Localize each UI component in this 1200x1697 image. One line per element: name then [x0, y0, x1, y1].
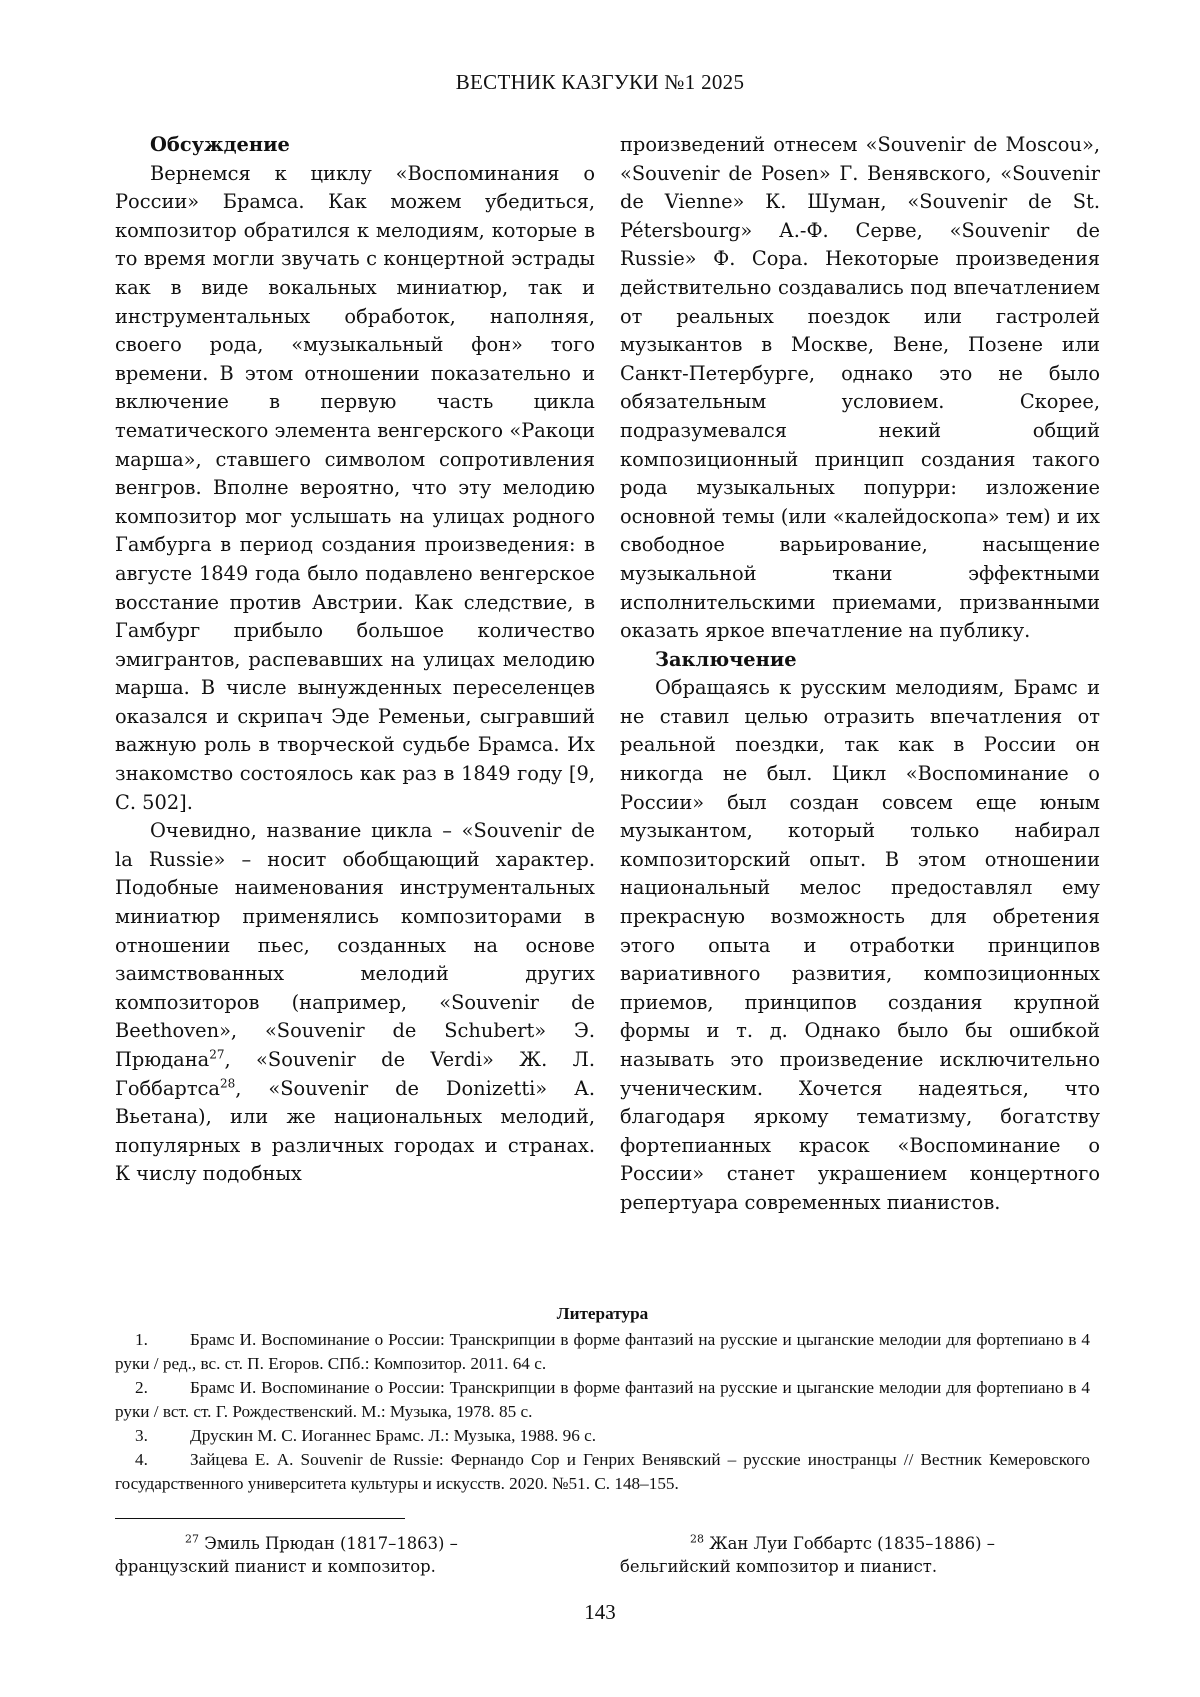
- paragraph-conclusion: Обращаясь к русским мелодиям, Брамс и не ставил целью отразить впечатления от реальной поездки, так как в России он никогда не был. Цикл «Воспоминание о России» был создан совсем еще юным музыкантом, который только набирал композиторский опыт. В этом отношении национальный мелос предоставлял ему прекрасную возможность для обретения этого опыта и отработки принципов вариативного развития, композиционных приемов, принципов создания крупной формы и т. д. Однако было бы ошибкой называть это произведение исключительно ученическим. Хочется надеяться, что благодаря яркому тематизму, богатству фортепианных красок «Воспоминание о России» станет украшением концертного репертуара современных пианистов.: [620, 676, 1100, 1214]
- footnote-text: Жан Луи Гоббартс (1835–1886) –: [704, 1534, 995, 1553]
- footnote-mark: 27: [185, 1532, 199, 1546]
- footnote-line: [620, 1532, 1100, 1555]
- reference-item: [115, 1424, 1090, 1448]
- footnote-line: [115, 1532, 595, 1555]
- text-run: Очевидно, название цикла – «Souvenir de la Russie» – носит обобщающий характер. Подобные наименования инструментальных миниатюр применялись композиторами в отношении пьес, созданных на основе заимствованных мелодий других композиторов (например, «Souvenir de Beethoven», «Souvenir de Schubert» Э. Прюдана: [115, 819, 595, 1071]
- footnote-text: Эмиль Прюдан (1817–1863) –: [199, 1534, 458, 1553]
- footnote-mark: 28: [690, 1532, 704, 1546]
- footnote-28: [620, 1532, 1100, 1578]
- paragraph-discussion-continued: произведений отнесем «Souvenir de Moscou», «Souvenir de Posen» Г. Венявского, «Souvenir de Vienne» К. Шуман, «Souvenir de St. Pétersbourg» А.-Ф. Серве, «Souvenir de Russie» Ф. Сора. Некоторые произведения действительно создавались под впечатлением от реальных поездок или гастролей музыкантов в Москве, Вене, Позене или Санкт-Петербурге, однако это не было обязательным условием. Скорее, подразумевался некий общий композиционный принцип создания такого рода музыкальных попурри: изложение основной темы (или «калейдоскопа» тем) и их свободное варьирование, насыщение музыкальной ткани эффектными исполнительскими приемами, призванными оказать яркое впечатление на публику.: [620, 133, 1100, 643]
- footnote-ref-27[interactable]: 27: [209, 1047, 225, 1062]
- left-column: [115, 131, 595, 1189]
- footnote-line: бельгийский композитор и пианист.: [620, 1557, 938, 1576]
- reference-number: 3.: [135, 1426, 148, 1445]
- reference-item: [115, 1448, 1090, 1496]
- page-number: 143: [584, 1600, 616, 1624]
- reference-item: [115, 1376, 1090, 1424]
- reference-number: 2.: [135, 1378, 148, 1397]
- section-heading-conclusion: Заключение: [655, 647, 797, 671]
- reference-number: 4.: [135, 1450, 148, 1469]
- references-title: Литература: [556, 1304, 649, 1323]
- references-section: [115, 1302, 1090, 1496]
- right-column: [620, 131, 1100, 1218]
- reference-item: [115, 1328, 1090, 1376]
- reference-number: 1.: [135, 1330, 148, 1349]
- journal-header: ВЕСТНИК КАЗГУКИ №1 2025: [455, 70, 745, 94]
- paragraph-discussion-2: [115, 817, 595, 1189]
- reference-text: Друскин М. С. Иоганнес Брамс. Л.: Музыка, 1988. 96 с.: [190, 1426, 597, 1445]
- footnote-line: французский пианист и композитор.: [115, 1557, 436, 1576]
- paragraph-discussion-1: Вернемся к циклу «Воспоминания о России» Брамса. Как можем убедиться, композитор обратился к мелодиям, которые в то время могли звучать с концертной эстрады как в виде вокальных миниатюр, так и инструментальных обработок, наполняя, своего рода, «музыкальный фон» того времени. В этом отношении показательно и включение в первую часть цикла тематического элемента венгерского «Ракоци марша», ставшего символом сопротивления венгров. Вполне вероятно, что эту мелодию композитор мог услышать на улицах родного Гамбурга в период создания произведения: в августе 1849 года было подавлено венгерское восстание против Австрии. Как следствие, в Гамбург прибыло большое количество эмигрантов, распевавших на улицах мелодию марша. В числе вынужденных переселенцев оказался и скрипач Эде Ременьи, сыгравший важную роль в творческой судьбе Брамса. Их знакомство состоялось как раз в 1849 году [9, С. 502].: [115, 161, 595, 814]
- reference-text: Брамс И. Воспоминание о России: Транскрипции в форме фантазий на русские и цыганские мелодии для фортепиано в 4 руки / вст. ст. Г. Рождественский. М.: Музыка, 1978. 85 с.: [115, 1378, 1090, 1421]
- reference-text: Брамс И. Воспоминание о России: Транскрипции в форме фантазий на русские и цыганские мелодии для фортепиано в 4 руки / ред., вс. ст. П. Егоров. СПб.: Композитор. 2011. 64 с.: [115, 1330, 1090, 1373]
- text-run: , «Souvenir de Donizetti» А. Вьетана), или же национальных мелодий, популярных в различных городах и странах. К числу подобных: [115, 1076, 595, 1186]
- text-run: , «Souvenir de Verdi» Ж. Л. Гоббартса: [115, 1048, 595, 1100]
- section-heading-discussion: Обсуждение: [150, 133, 290, 156]
- reference-text: Зайцева Е. А. Souvenir de Russie: Фернандо Сор и Генрих Венявский – русские иностранцы // Вестник Кемеровского государственного университета культуры и искусств. 2020. №51. С. 148–155.: [115, 1450, 1090, 1493]
- footnote-divider: [115, 1518, 405, 1519]
- footnote-ref-28[interactable]: 28: [219, 1076, 236, 1091]
- footnote-27: [115, 1532, 595, 1578]
